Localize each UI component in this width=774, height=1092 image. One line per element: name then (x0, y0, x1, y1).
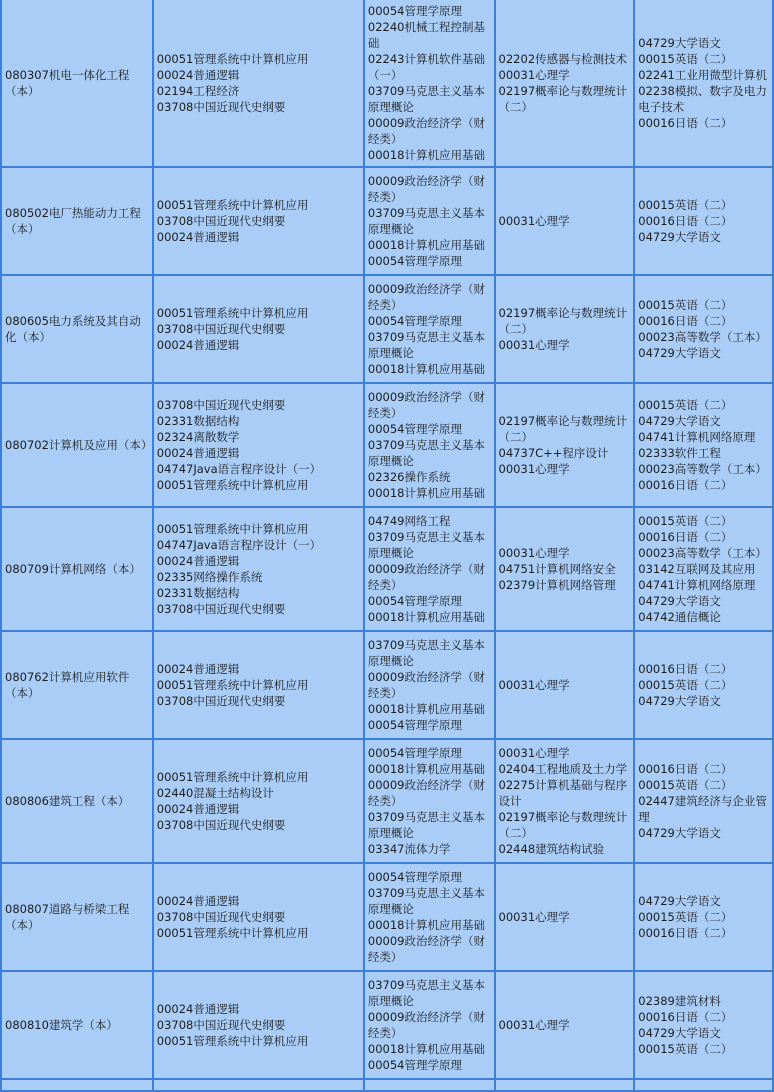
course-item: 00031心理学 (498, 746, 570, 760)
course-list-cell (496, 0, 634, 166)
empty-cell (2, 1080, 152, 1090)
course-item: 00024普通逻辑 (156, 338, 240, 352)
course-item: 00024普通逻辑 (156, 662, 240, 676)
major-name-cell: 080762计算机应用软件（本） (2, 632, 152, 738)
course-item: 02448建筑结构试验 (498, 842, 605, 856)
course-item: 00016日语（二） (638, 478, 733, 492)
course-item: 00023高等数学（工本） (638, 546, 767, 560)
course-item: 02194工程经济 (156, 84, 240, 98)
course-item: 00015英语（二） (638, 1042, 733, 1056)
course-item: 03708中国近现代史纲要 (156, 602, 286, 616)
course-item: 04751计算机网络安全 (498, 562, 616, 576)
course-list-cell (154, 0, 363, 166)
course-item: 02404工程地质及土力学 (498, 762, 628, 776)
course-item: 03709马克思主义基本原理概论 (367, 84, 485, 114)
table-row (2, 1080, 772, 1090)
course-item: 04729大学语文 (638, 414, 721, 428)
course-list-cell (635, 276, 772, 382)
course-item: 00054管理学原理 (367, 594, 462, 608)
table-row (2, 740, 772, 862)
course-item: 02331数据结构 (156, 586, 240, 600)
course-item: 00016日语（二） (638, 662, 733, 676)
course-item: 03708中国近现代史纲要 (156, 214, 286, 228)
course-item: 04741计算机网络原理 (638, 430, 756, 444)
course-item: 02331数据结构 (156, 414, 240, 428)
course-item: 02197概率论与数理统计（二） (498, 306, 628, 336)
course-list-cell (365, 740, 494, 862)
course-list-cell (365, 632, 494, 738)
course-item: 02447建筑经济与企业管理 (638, 794, 767, 824)
course-item: 00018计算机应用基础 (367, 486, 485, 500)
course-item: 00024普通逻辑 (156, 446, 240, 460)
major-name-cell: 080810建筑学（本） (2, 972, 152, 1078)
course-item: 00024普通逻辑 (156, 802, 240, 816)
major-name-cell: 080702计算机及应用（本） (2, 384, 152, 506)
empty-cell (635, 1080, 772, 1090)
course-item: 00009政治经济学（财经类） (367, 778, 485, 808)
course-list-cell (496, 972, 634, 1078)
course-item: 00016日语（二） (638, 762, 733, 776)
course-item: 02197概率论与数理统计（二） (498, 414, 628, 444)
course-list-cell (154, 276, 363, 382)
course-item: 00054管理学原理 (367, 1058, 462, 1072)
course-item: 00054管理学原理 (367, 718, 462, 732)
course-list-cell (154, 740, 363, 862)
course-item: 00015英语（二） (638, 514, 733, 528)
course-item: 00023高等数学（工本） (638, 462, 767, 476)
course-item: 04729大学语文 (638, 594, 721, 608)
course-item: 03142互联网及其应用 (638, 562, 756, 576)
course-item: 00016日语（二） (638, 926, 733, 940)
course-list-cell (154, 384, 363, 506)
course-item: 00009政治经济学（财经类） (367, 282, 485, 312)
course-item: 02326操作系统 (367, 470, 451, 484)
course-item: 00015英语（二） (638, 398, 733, 412)
course-item: 03709马克思主义基本原理概论 (367, 330, 485, 360)
course-list-cell (365, 384, 494, 506)
course-item: 00009政治经济学（财经类） (367, 174, 485, 204)
course-item: 02202传感器与检测技术 (498, 52, 628, 66)
course-item: 00054管理学原理 (367, 4, 462, 18)
empty-cell (154, 1080, 363, 1090)
course-item: 02197概率论与数理统计（二） (498, 810, 628, 840)
course-item: 00016日语（二） (638, 1010, 733, 1024)
course-item: 03347流体力学 (367, 842, 451, 856)
course-item: 04737C++程序设计 (498, 446, 609, 460)
course-item: 00051管理系统中计算机应用 (156, 306, 309, 320)
course-item: 04729大学语文 (638, 346, 721, 360)
course-item: 00016日语（二） (638, 116, 733, 130)
course-item: 03708中国近现代史纲要 (156, 910, 286, 924)
course-item: 00018计算机应用基础 (367, 148, 485, 162)
course-item: 00024普通逻辑 (156, 68, 240, 82)
course-item: 04747Java语言程序设计（一） (156, 462, 322, 476)
course-list-cell (365, 864, 494, 970)
course-item: 00016日语（二） (638, 530, 733, 544)
course-item: 00018计算机应用基础 (367, 610, 485, 624)
table-row (2, 508, 772, 630)
course-list-cell (635, 740, 772, 862)
course-item: 03708中国近现代史纲要 (156, 322, 286, 336)
course-item: 00031心理学 (498, 1018, 570, 1032)
course-list-cell (496, 864, 634, 970)
course-item: 00051管理系统中计算机应用 (156, 478, 309, 492)
course-item: 00015英语（二） (638, 198, 733, 212)
course-item: 02379计算机网络管理 (498, 578, 616, 592)
major-name-cell: 080806建筑工程（本） (2, 740, 152, 862)
empty-cell (365, 1080, 494, 1090)
course-item: 03709马克思主义基本原理概论 (367, 978, 485, 1008)
course-list-cell (496, 740, 634, 862)
course-item: 03709马克思主义基本原理概论 (367, 530, 485, 560)
course-item: 00031心理学 (498, 462, 570, 476)
course-item: 02241工业用微型计算机 (638, 68, 767, 82)
course-item: 00051管理系统中计算机应用 (156, 198, 309, 212)
course-list-cell (635, 632, 772, 738)
course-item: 03709马克思主义基本原理概论 (367, 206, 485, 236)
major-name-cell: 080502电厂热能动力工程（本） (2, 168, 152, 274)
course-list-cell (496, 384, 634, 506)
course-item: 00024普通逻辑 (156, 1002, 240, 1016)
course-item: 02275计算机基础与程序设计 (498, 778, 628, 808)
course-item: 04749网络工程 (367, 514, 451, 528)
course-list-cell (635, 168, 772, 274)
course-item: 04729大学语文 (638, 36, 721, 50)
course-item: 04729大学语文 (638, 694, 721, 708)
table-body (2, 0, 772, 1090)
course-list-cell (635, 508, 772, 630)
course-item: 04729大学语文 (638, 230, 721, 244)
course-list-cell (496, 168, 634, 274)
course-item: 00016日语（二） (638, 314, 733, 328)
course-item: 03709马克思主义基本原理概论 (367, 886, 485, 916)
course-list-cell (635, 864, 772, 970)
course-item: 00009政治经济学（财经类） (367, 1010, 485, 1040)
course-item: 00015英语（二） (638, 678, 733, 692)
table-row (2, 632, 772, 738)
course-item: 00051管理系统中计算机应用 (156, 678, 309, 692)
course-item: 02389建筑材料 (638, 994, 721, 1008)
course-list-cell (154, 168, 363, 274)
course-item: 00018计算机应用基础 (367, 918, 485, 932)
course-item: 00009政治经济学（财经类） (367, 116, 485, 146)
course-item: 04742通信概论 (638, 610, 721, 624)
course-item: 03708中国近现代史纲要 (156, 818, 286, 832)
course-item: 00016日语（二） (638, 214, 733, 228)
course-list-cell (365, 972, 494, 1078)
course-item: 04747Java语言程序设计（一） (156, 538, 322, 552)
course-item: 00051管理系统中计算机应用 (156, 1034, 309, 1048)
major-name-cell: 080605电力系统及其自动化（本） (2, 276, 152, 382)
course-item: 04741计算机网络原理 (638, 578, 756, 592)
course-item: 00015英语（二） (638, 52, 733, 66)
course-item: 04729大学语文 (638, 894, 721, 908)
table-row (2, 276, 772, 382)
table-row (2, 384, 772, 506)
course-item: 02243计算机软件基础（一） (367, 52, 485, 82)
course-item: 00009政治经济学（财经类） (367, 390, 485, 420)
course-item: 00018计算机应用基础 (367, 702, 485, 716)
course-item: 04729大学语文 (638, 1026, 721, 1040)
course-item: 00054管理学原理 (367, 314, 462, 328)
course-item: 00018计算机应用基础 (367, 762, 485, 776)
table-row (2, 168, 772, 274)
course-list-cell (365, 168, 494, 274)
course-item: 00054管理学原理 (367, 422, 462, 436)
course-list-cell (154, 632, 363, 738)
course-list-cell (365, 276, 494, 382)
course-item: 00031心理学 (498, 68, 570, 82)
course-item: 03709马克思主义基本原理概论 (367, 638, 485, 668)
course-item: 02333软件工程 (638, 446, 721, 460)
course-item: 00051管理系统中计算机应用 (156, 52, 309, 66)
course-item: 00031心理学 (498, 214, 570, 228)
course-item: 00018计算机应用基础 (367, 1042, 485, 1056)
course-item: 04729大学语文 (638, 826, 721, 840)
table-row (2, 972, 772, 1078)
course-item: 00009政治经济学（财经类） (367, 670, 485, 700)
course-item: 02197概率论与数理统计（二） (498, 84, 628, 114)
course-item: 00024普通逻辑 (156, 554, 240, 568)
course-item: 00024普通逻辑 (156, 894, 240, 908)
course-list-cell (365, 0, 494, 166)
course-list-cell (496, 276, 634, 382)
table-row (2, 0, 772, 166)
course-item: 00018计算机应用基础 (367, 238, 485, 252)
table-row (2, 864, 772, 970)
course-item: 00015英语（二） (638, 298, 733, 312)
course-item: 00024普通逻辑 (156, 230, 240, 244)
course-item: 03709马克思主义基本原理概论 (367, 810, 485, 840)
course-list-cell (496, 508, 634, 630)
course-item: 00051管理系统中计算机应用 (156, 770, 309, 784)
course-item: 00051管理系统中计算机应用 (156, 926, 309, 940)
course-item: 00015英语（二） (638, 778, 733, 792)
course-item: 00054管理学原理 (367, 746, 462, 760)
course-item: 00031心理学 (498, 910, 570, 924)
major-name-cell: 080709计算机网络（本） (2, 508, 152, 630)
course-item: 03709马克思主义基本原理概论 (367, 438, 485, 468)
course-item: 00023高等数学（工本） (638, 330, 767, 344)
course-list-cell (365, 508, 494, 630)
course-item: 02240机械工程控制基础 (367, 20, 485, 50)
course-item: 00031心理学 (498, 678, 570, 692)
course-item: 00054管理学原理 (367, 870, 462, 884)
course-item: 03708中国近现代史纲要 (156, 694, 286, 708)
course-item: 00009政治经济学（财经类） (367, 934, 485, 964)
course-item: 02440混凝土结构设计 (156, 786, 274, 800)
major-name-cell: 080807道路与桥梁工程（本） (2, 864, 152, 970)
course-list-cell (635, 384, 772, 506)
course-item: 00051管理系统中计算机应用 (156, 522, 309, 536)
course-list-cell (154, 972, 363, 1078)
course-item: 00031心理学 (498, 546, 570, 560)
empty-cell (496, 1080, 634, 1090)
course-item: 03708中国近现代史纲要 (156, 398, 286, 412)
course-item: 00054管理学原理 (367, 254, 462, 268)
course-item: 00015英语（二） (638, 910, 733, 924)
course-item: 00018计算机应用基础 (367, 362, 485, 376)
course-item: 02238模拟、数字及电力电子技术 (638, 84, 767, 114)
course-item: 02324离散数学 (156, 430, 240, 444)
course-item: 00031心理学 (498, 338, 570, 352)
course-item: 03708中国近现代史纲要 (156, 100, 286, 114)
major-name-cell: 080307机电一体化工程（本） (2, 0, 152, 166)
course-item: 00009政治经济学（财经类） (367, 562, 485, 592)
course-list-cell (635, 972, 772, 1078)
course-list-cell (635, 0, 772, 166)
course-item: 02335网络操作系统 (156, 570, 263, 584)
course-item: 03708中国近现代史纲要 (156, 1018, 286, 1032)
course-list-cell (154, 864, 363, 970)
course-list-cell (496, 632, 634, 738)
course-list-cell (154, 508, 363, 630)
